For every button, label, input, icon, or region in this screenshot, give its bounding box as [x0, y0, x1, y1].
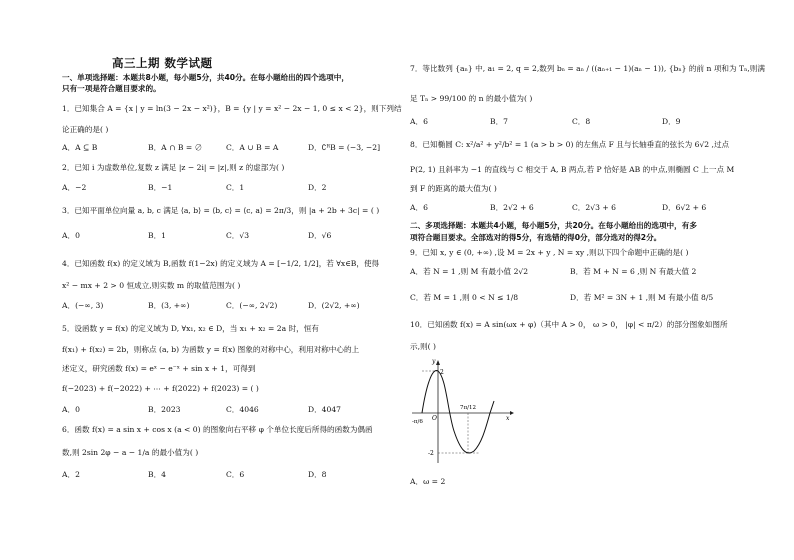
q5-option-c[interactable]: C．4046	[226, 405, 259, 414]
origin-label: O	[432, 415, 437, 422]
q9-option-a[interactable]: A．若 N = 1 ,则 M 有最小值 2√2	[410, 267, 529, 276]
q5-stem: 5．设函数 y = f(x) 的定义域为 D, ∀x₁, x₂ ∈ D，当 x₁ + x₂ = 2a 时，恒有	[62, 324, 319, 333]
q2-option-a[interactable]: A．−2	[62, 183, 87, 192]
q4-options	[62, 301, 390, 311]
q2-stem: 2．已知 i 为虚数单位,复数 z 满足 |z − 2i| = |z|,则 z 的虚部为( )	[62, 163, 285, 172]
q8-options	[410, 203, 740, 213]
q6-option-a[interactable]: A．2	[62, 470, 80, 479]
q1-options	[62, 143, 390, 153]
q8-option-a[interactable]: A．6	[410, 203, 428, 212]
q3-option-b[interactable]: B．1	[148, 231, 167, 240]
q4-option-c[interactable]: C．(−∞, 2√2)	[226, 301, 278, 310]
q8-stem-3: 到 F 的距离的最大值为( )	[410, 184, 497, 193]
q9-stem: 9．已知 x, y ∈ (0, +∞) ,设 M = 2x + y , N = xy ,则以下四个命题中正确的是( )	[410, 248, 689, 257]
q2-option-b[interactable]: B．−1	[148, 183, 173, 192]
q10-stem-2: 示,则( )	[410, 342, 436, 351]
q10-stem: 10．已知函数 f(x) = A sin(ωx + φ)（其中 A > 0， ω > 0， |φ| < π/2）的部分图象如图所	[410, 320, 728, 329]
q7-option-a[interactable]: A．6	[410, 117, 428, 126]
q1-stem-2: 论正确的是( )	[62, 125, 109, 134]
y-top-label: 2	[440, 369, 444, 376]
q2-option-d[interactable]: D．2	[308, 183, 327, 192]
q8-stem: 8．已知椭圆 C: x²/a² + y²/b² = 1 (a > b > 0) 的左焦点 F 且与长轴垂直的弦长为 6√2 ,过点	[410, 140, 730, 149]
q6-stem: 6．函数 f(x) = a sin x + cos x (a < 0) 的图象向右平移 φ 个单位长度后所得的函数为偶函	[62, 425, 373, 434]
q8-option-b[interactable]: B．2√2 + 6	[490, 203, 534, 212]
section2-heading-2: 项符合题目要求。全部选对的得5分，有选错的得0分，部分选对的得2分。	[410, 233, 662, 242]
q6-stem-2: 数,则 2sin 2φ − a − 1/a 的最小值为( )	[62, 448, 199, 457]
q1-option-c[interactable]: C．A ∪ B = A	[226, 143, 279, 152]
y-bottom-label: -2	[428, 450, 434, 457]
y-axis-label: y	[432, 358, 436, 365]
q9-option-d[interactable]: D．若 M² = 3N + 1 ,则 M 有最小值 8/5	[570, 293, 714, 302]
q8-stem-2: P(2, 1) 且斜率为 −1 的直线与 C 相交于 A, B 两点,若 P 恰好是 AB 的中点,则椭圆 C 上一点 M	[410, 165, 735, 174]
q4-stem: 4．已知函数 f(x) 的定义域为 B,函数 f(1−2x) 的定义域为 A = [−1/2, 1/2]，若 ∀x∈B，使得	[62, 259, 380, 268]
q7-option-d[interactable]: D．9	[662, 117, 681, 126]
section1-heading: 一、单项选择题：本题共8小题，每小题5分，共40分。在每小题给出的四个选项中，	[62, 73, 349, 82]
q9-options-row2	[410, 293, 740, 303]
section2-heading: 二、多项选择题：本题共4小题，每小题5分，共20分。在每小题给出的选项中，有多	[410, 221, 697, 230]
q4-stem-2: x² − mx + 2 > 0 恒成立,则实数 m 的取值范围为( )	[62, 281, 241, 290]
q7-stem-2: 足 Tₙ > 99/100 的 n 的最小值为( )	[410, 94, 533, 103]
x-left-label: -π/6	[412, 419, 423, 425]
q9-option-b[interactable]: B．若 M + N = 6 ,则 N 有最大值 2	[570, 267, 697, 276]
q3-option-a[interactable]: A．0	[62, 231, 80, 240]
x-right-label: 7π/12	[460, 405, 476, 411]
q6-option-b[interactable]: B．4	[148, 470, 167, 479]
q10-sine-graph	[410, 357, 520, 467]
q10-options	[410, 477, 740, 487]
q3-stem: 3．已知平面单位向量 a, b, c 满足 ⟨a, b⟩ = ⟨b, c⟩ = ⟨c, a⟩ = 2π/3，则 |a + 2b + 3c| = ( )	[62, 206, 380, 215]
q9-option-c[interactable]: C．若 M = 1 ,则 0 < N ≤ 1/8	[410, 293, 519, 302]
y-axis-arrow-icon	[436, 360, 440, 365]
x-axis-arrow-icon	[510, 411, 514, 415]
q7-options	[410, 117, 740, 127]
q1-stem: 1．已知集合 A = {x | y = ln(3 − 2x − x²)}，B = {y | y = x² − 2x − 1, 0 ≤ x < 2}，则下列结	[62, 104, 402, 113]
q4-option-b[interactable]: B．(3, +∞)	[148, 301, 190, 310]
q1-option-d[interactable]: D．∁ᴿB = (−3, −2]	[308, 143, 381, 152]
q5-stem-2: f(x₁) + f(x₂) = 2b，则称点 (a, b) 为函数 y = f(x) 图象的对称中心，利用对称中心的上	[62, 345, 360, 354]
q5-stem-3: 述定义，研究函数 f(x) = eˣ − e⁻ˣ + sin x + 1，可得到	[62, 364, 256, 373]
q5-option-b[interactable]: B．2023	[148, 405, 181, 414]
q2-option-c[interactable]: C．1	[226, 183, 245, 192]
q8-option-c[interactable]: C．2√3 + 6	[572, 203, 616, 212]
q10-option-a[interactable]: A．ω = 2	[410, 477, 446, 486]
q7-stem: 7．等比数列 {aₙ} 中, a₁ = 2, q = 2,数列 bₙ = aₙ / ((aₙ₊₁ − 1)(aₙ − 1)), {bₙ} 的前 n 项和为 Tₙ,则满	[410, 64, 765, 73]
q8-option-d[interactable]: D．6√2 + 6	[662, 203, 707, 212]
q6-option-c[interactable]: C．6	[226, 470, 245, 479]
q3-options	[62, 231, 390, 241]
q5-option-d[interactable]: D．4047	[308, 405, 342, 414]
page-title: 高三上期 数学试题	[112, 56, 213, 70]
q6-option-d[interactable]: D．8	[308, 470, 327, 479]
q5-options	[62, 405, 390, 415]
q5-option-a[interactable]: A．0	[62, 405, 80, 414]
sine-curve	[422, 370, 494, 452]
q7-option-c[interactable]: C．8	[572, 117, 591, 126]
section1-heading-2: 只有一项是符合题目要求的。	[62, 84, 161, 93]
q1-option-a[interactable]: A．A ⊆ B	[62, 143, 98, 152]
q9-options-row1	[410, 267, 740, 277]
x-axis-label: x	[506, 415, 510, 422]
q2-options	[62, 183, 390, 193]
q7-option-b[interactable]: B．7	[490, 117, 509, 126]
q3-option-c[interactable]: C．√3	[226, 231, 250, 240]
q3-option-d[interactable]: D．√6	[308, 231, 332, 240]
q1-option-b[interactable]: B．A ∩ B = ∅	[148, 143, 203, 152]
q6-options	[62, 470, 390, 480]
q5-stem-4: f(−2023) + f(−2022) + ⋯ + f(2022) + f(2023) = ( )	[62, 384, 259, 393]
q4-option-d[interactable]: D．(2√2, +∞)	[308, 301, 360, 310]
q4-option-a[interactable]: A．(−∞, 3)	[62, 301, 104, 310]
